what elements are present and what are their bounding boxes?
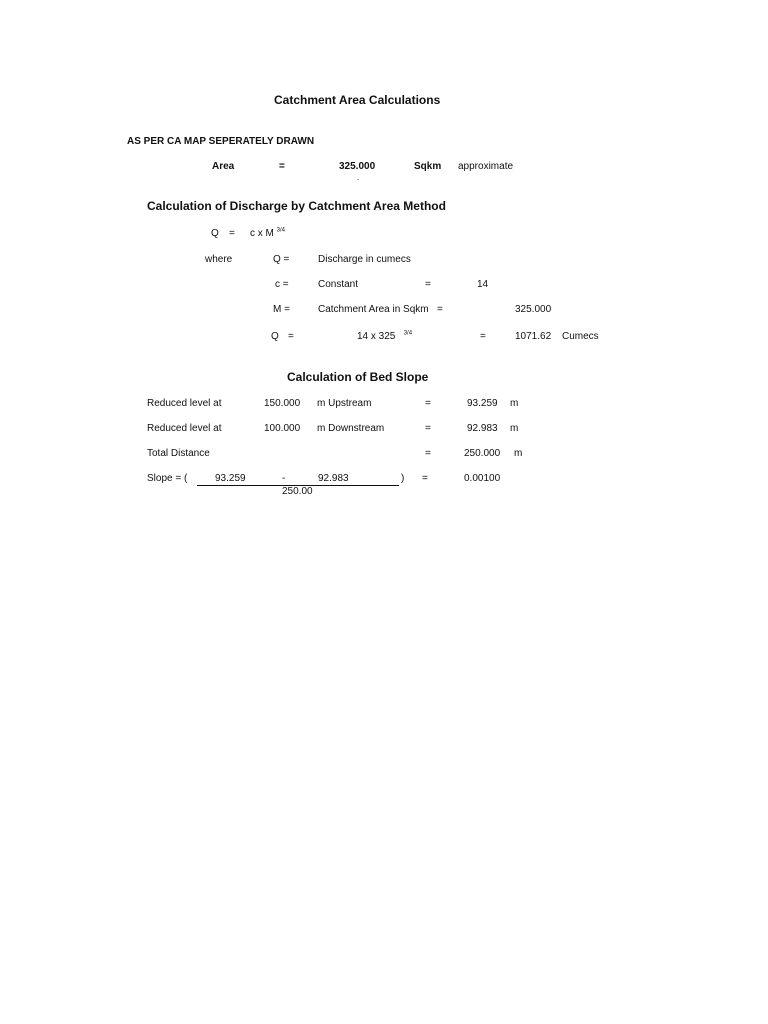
formula-rhs — [250, 228, 285, 240]
slope-label: Slope = ( — [147, 473, 188, 484]
slope-minus: - — [282, 473, 286, 484]
area-dot: . — [357, 173, 360, 182]
row-equals: = — [425, 423, 431, 434]
row-value: 250.000 — [464, 448, 501, 459]
c-value: 14 — [477, 279, 489, 290]
result-unit: Cumecs — [562, 331, 599, 342]
area-equals: = — [279, 161, 285, 172]
result-exponent: 3/4 — [403, 330, 413, 337]
formula-exponent: 3/4 — [276, 227, 286, 234]
area-value: 325.000 — [339, 161, 376, 172]
row-description: m Upstream — [317, 398, 372, 409]
result-equals-2: = — [480, 331, 486, 342]
slope-equals: = — [422, 473, 428, 484]
q-symbol: Q = — [273, 254, 290, 265]
result-value: 1071.62 — [515, 331, 552, 342]
slope-denominator: 250.00 — [282, 486, 313, 497]
row-value: 92.983 — [467, 423, 498, 434]
row-chainage: 100.000 — [264, 423, 301, 434]
formula-rhs-text: c x M — [250, 228, 274, 239]
discharge-heading: Calculation of Discharge by Catchment Area Method — [147, 199, 446, 213]
q-description: Discharge in cumecs — [318, 254, 411, 265]
row-value: 93.259 — [467, 398, 498, 409]
row-unit: m — [510, 398, 519, 409]
formula-equals: = — [229, 228, 235, 239]
c-equals: = — [425, 279, 431, 290]
bed-slope-heading: Calculation of Bed Slope — [287, 370, 429, 384]
c-symbol: c = — [275, 279, 289, 290]
m-symbol: M = — [273, 304, 290, 315]
row-equals: = — [425, 448, 431, 459]
slope-numerator-a: 93.259 — [215, 473, 246, 484]
formula-lhs: Q — [211, 228, 219, 239]
row-chainage: 150.000 — [264, 398, 301, 409]
result-equals-1: = — [288, 331, 294, 342]
source-note: AS PER CA MAP SEPERATELY DRAWN — [127, 136, 315, 147]
row-description: m Downstream — [317, 423, 385, 434]
m-equals: = — [437, 304, 443, 315]
row-label: Total Distance — [147, 448, 210, 459]
area-label: Area — [212, 161, 235, 172]
result-lhs: Q — [271, 331, 279, 342]
page-title: Catchment Area Calculations — [274, 93, 441, 107]
slope-numerator-b: 92.983 — [318, 473, 349, 484]
row-label: Reduced level at — [147, 423, 222, 434]
slope-result: 0.00100 — [464, 473, 501, 484]
row-unit: m — [514, 448, 523, 459]
row-label: Reduced level at — [147, 398, 222, 409]
result-expression-text: 14 x 325 — [357, 331, 396, 342]
slope-close-paren: ) — [401, 473, 405, 484]
m-description: Catchment Area in Sqkm — [318, 304, 429, 315]
area-unit: Sqkm — [414, 161, 442, 172]
row-unit: m — [510, 423, 519, 434]
result-expression — [357, 331, 412, 343]
area-note: approximate — [458, 161, 514, 172]
row-equals: = — [425, 398, 431, 409]
c-description: Constant — [318, 279, 359, 290]
m-value: 325.000 — [515, 304, 552, 315]
where-label: where — [205, 254, 233, 265]
